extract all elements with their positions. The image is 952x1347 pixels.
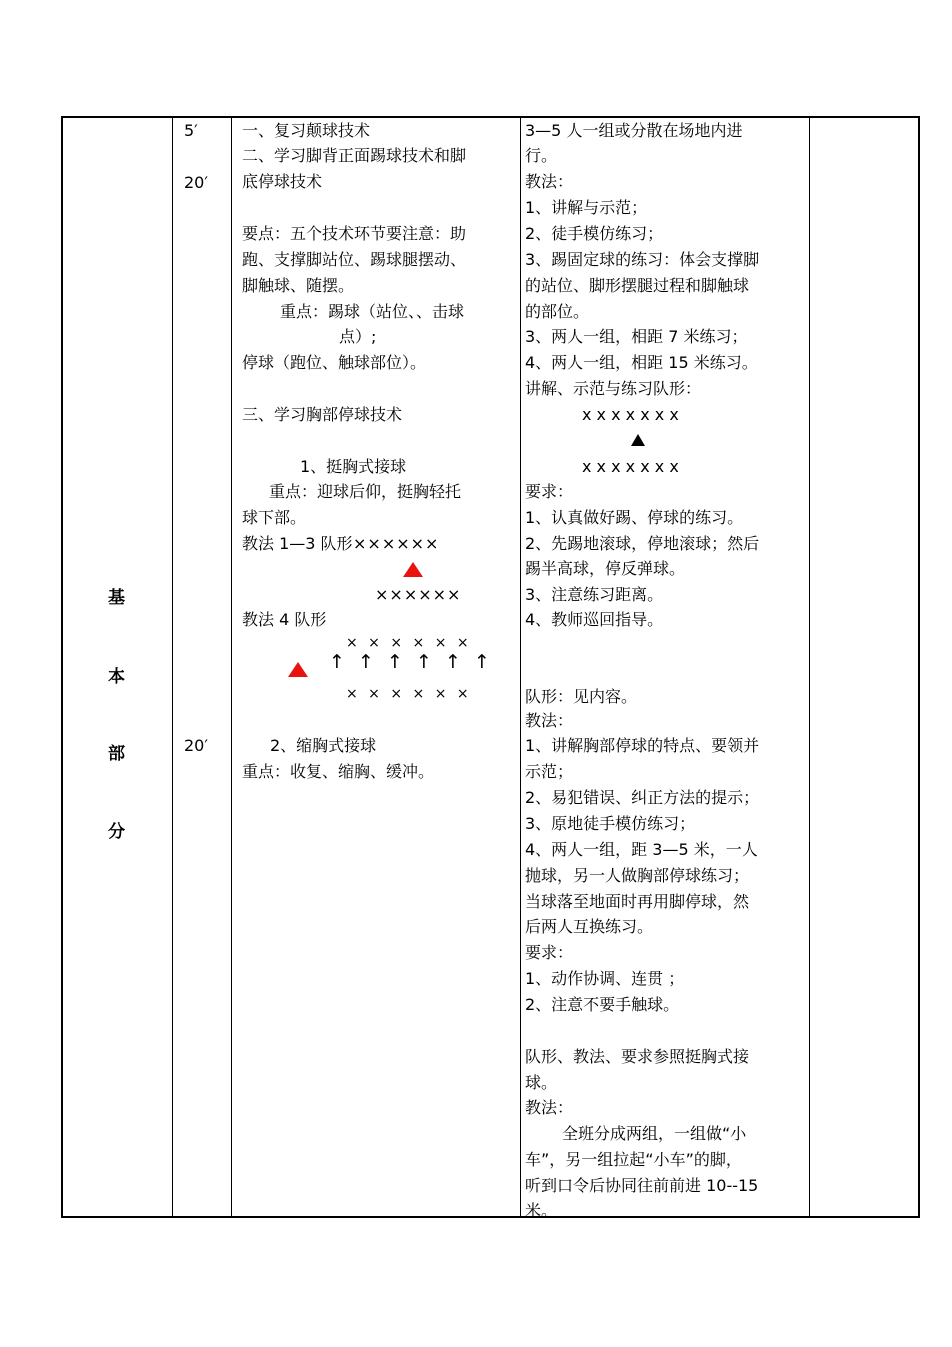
content-line: 停球（跑位、触球部位）。 xyxy=(242,353,427,372)
method-line: 4、两人一组，相距 15 米练习。 xyxy=(525,353,758,372)
arrow-up-icon: ↑ xyxy=(387,651,403,673)
method-line: 踢半高球，停反弹球。 xyxy=(525,559,686,578)
method-line: 4、教师巡回指导。 xyxy=(525,610,664,629)
method-line: 的部位。 xyxy=(525,302,590,321)
method-line: 1、动作协调、连贯 ； xyxy=(525,969,685,988)
section-label-char: 本 xyxy=(108,667,125,687)
content-line: 教法 1—3 队形 xyxy=(242,534,353,553)
lesson-plan-table xyxy=(61,116,920,1218)
method-line: 示范； xyxy=(525,762,574,781)
method-line: 3—5 人一组或分散在场地内进 xyxy=(525,121,743,140)
method-line: 4、两人一组，距 3—5 米，一人 xyxy=(525,840,758,859)
section-cell xyxy=(63,118,173,1216)
arrow-up-icon: ↑ xyxy=(445,651,461,673)
content-line: 二、学习脚背正面踢球技术和脚 xyxy=(242,146,467,165)
content-line: 底停球技术 xyxy=(242,172,323,191)
method-line: 当球落至地面时再用脚停球，然 xyxy=(525,892,750,911)
content-line: 要点：五个技术环节要注意：助 xyxy=(242,224,467,243)
content-line: 点）; xyxy=(339,327,377,346)
method-line: 教法： xyxy=(525,711,574,730)
time-value: 5′ xyxy=(184,121,198,140)
method-line: 要求： xyxy=(525,482,574,501)
content-cell xyxy=(233,118,521,1216)
content-line: 跑、支撑脚站位、踢球腿摆动、 xyxy=(242,250,467,269)
method-line: 要求： xyxy=(525,943,574,962)
method-line: 3、两人一组，相距 7 米练习； xyxy=(525,327,748,346)
method-line: 2、徒手模仿练习； xyxy=(525,224,664,243)
method-line: 教法： xyxy=(525,1098,574,1117)
method-line: 2、先踢地滚球，停地滚球；然后 xyxy=(525,534,760,553)
section-label-char: 分 xyxy=(108,822,125,842)
formation-row: × × × × × × xyxy=(346,686,470,702)
section-label-char: 部 xyxy=(108,744,125,764)
content-line: 重点：收复、缩胸、缓冲。 xyxy=(242,762,435,781)
content-line: 重点：迎球后仰，挺胸轻托 xyxy=(269,482,462,501)
method-line: 教法： xyxy=(525,172,574,191)
teacher-marker-icon xyxy=(288,662,308,677)
method-line: 1、讲解与示范； xyxy=(525,198,648,217)
teacher-marker-icon xyxy=(631,434,645,446)
content-line: 2、缩胸式接球 xyxy=(270,736,377,755)
method-line: 1、认真做好踢、停球的练习。 xyxy=(525,508,744,527)
time-value: 20′ xyxy=(184,736,208,755)
method-line: 讲解、示范与练习队形： xyxy=(525,379,702,398)
formation-row: ×××××× xyxy=(375,585,462,604)
arrow-up-icon: ↑ xyxy=(474,651,490,673)
method-line: 车”，另一组拉起“小车”的脚， xyxy=(525,1150,742,1169)
method-cell xyxy=(522,118,810,1220)
method-line: 1、讲解胸部停球的特点、要领并 xyxy=(525,736,760,755)
content-line: 脚触球、随摆。 xyxy=(242,276,355,295)
method-line: 行。 xyxy=(525,146,558,165)
content-line: 球下部。 xyxy=(242,508,307,527)
formation-row: x x x x x x x xyxy=(582,457,679,476)
method-line: 抛球，另一人做胸部停球练习； xyxy=(525,866,750,885)
method-line: 2、易犯错误、纠正方法的提示； xyxy=(525,788,760,807)
content-line: 1、挺胸式接球 xyxy=(300,457,407,476)
content-line: 三、学习胸部停球技术 xyxy=(242,405,403,424)
formation-row: ×××××× xyxy=(353,534,440,553)
method-line: 3、踢固定球的练习：体会支撑脚 xyxy=(525,250,760,269)
time-value: 20′ xyxy=(184,173,208,192)
notes-cell xyxy=(811,118,920,1216)
method-line: 3、原地徒手模仿练习； xyxy=(525,814,696,833)
method-line: 球。 xyxy=(525,1073,558,1092)
formation-row: × × × × × × xyxy=(346,635,470,651)
method-line: 后两人互换练习。 xyxy=(525,917,654,936)
content-line: 重点：踢球（站位、、击球 xyxy=(280,302,465,321)
method-line: 全班分成两组，一组做“小 xyxy=(562,1124,747,1143)
method-line: 听到口令后协同往前前进 10--15 xyxy=(525,1176,759,1195)
section-label-char: 基 xyxy=(108,588,125,608)
formation-row: x x x x x x x xyxy=(582,405,679,424)
arrow-up-icon: ↑ xyxy=(416,651,432,673)
arrow-up-icon: ↑ xyxy=(358,651,374,673)
method-line: 的站位、脚形摆腿过程和脚触球 xyxy=(525,276,750,295)
time-cell xyxy=(174,118,232,1216)
method-line: 队形、教法、要求参照挺胸式接 xyxy=(525,1047,750,1066)
method-line: 米。 xyxy=(525,1201,558,1220)
method-line: 2、注意不要手触球。 xyxy=(525,995,680,1014)
content-line: 一、复习颠球技术 xyxy=(242,121,371,140)
method-line: 3、注意练习距离。 xyxy=(525,585,664,604)
teacher-marker-icon xyxy=(403,562,423,577)
method-line: 队形：见内容。 xyxy=(525,687,638,706)
arrow-up-icon: ↑ xyxy=(329,651,345,673)
content-line: 教法 4 队形 xyxy=(242,610,327,629)
